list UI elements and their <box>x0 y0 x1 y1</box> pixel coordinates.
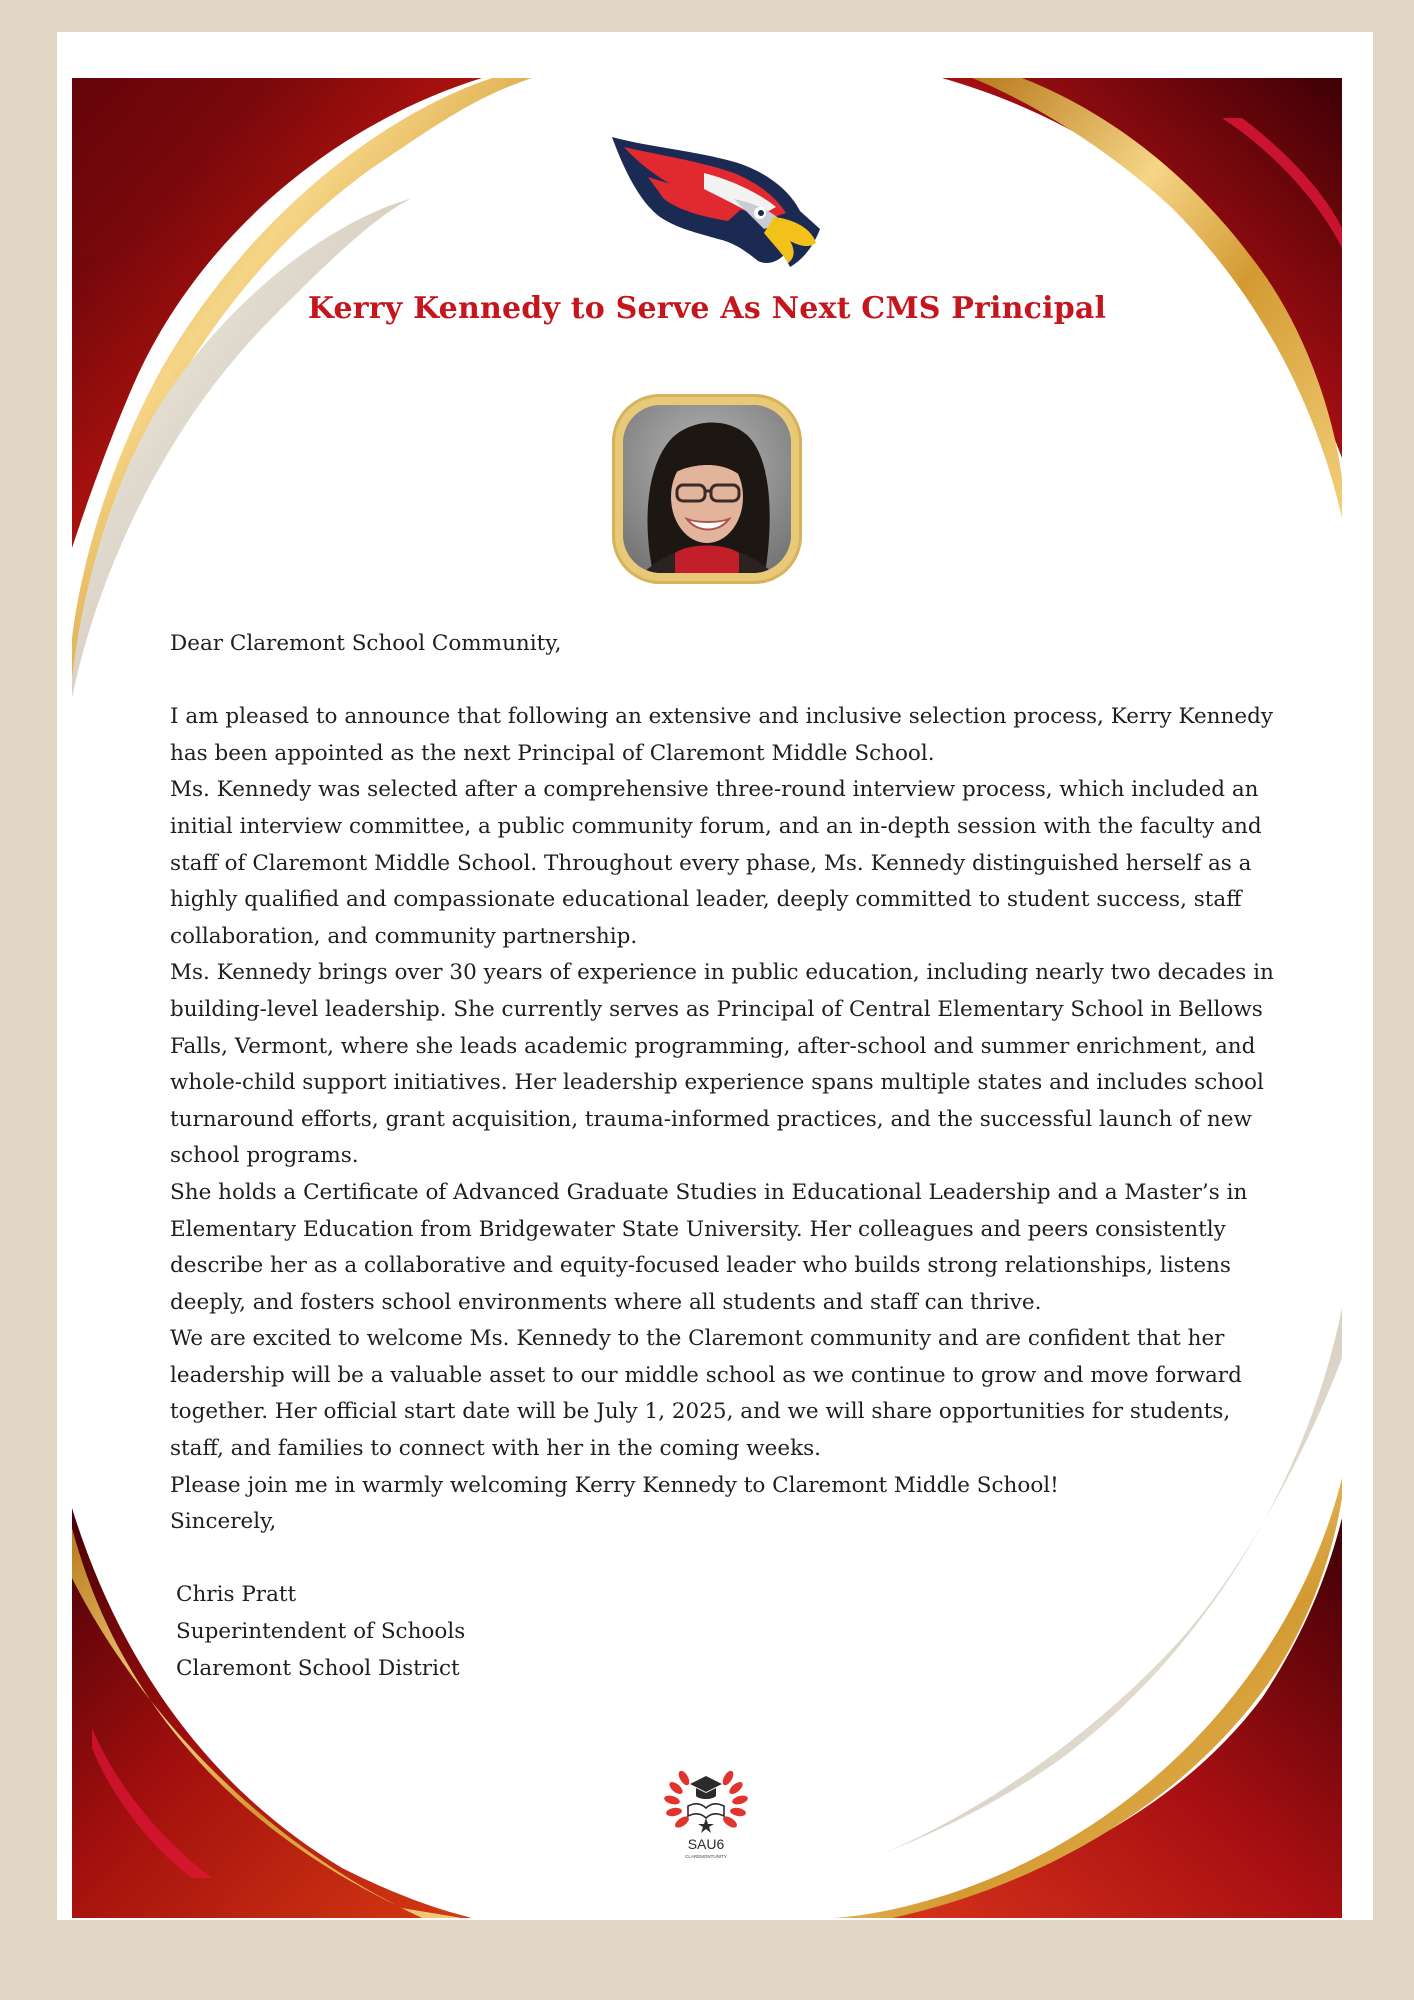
signature-name: Chris Pratt <box>176 1582 297 1608</box>
letter-content <box>72 78 1342 1918</box>
letter-paragraph: Ms. Kennedy was selected after a comprehensive three-round interview process, which included an initial interview committee, a public community forum, and an in-depth session with the faculty and staff of Claremont Middle School. Throughout every phase, Ms. Kennedy distinguished herself as a highly qualified and compassionate educational leader, deeply committed to student success, staff collaboration, and community partnership. <box>170 777 1262 949</box>
letter-closing: Sincerely, <box>170 1509 277 1535</box>
page-title: Kerry Kennedy to Serve As Next CMS Principal <box>307 291 1107 326</box>
portrait-photo <box>623 405 791 573</box>
letter-paragraph: She holds a Certificate of Advanced Graduate Studies in Educational Leadership and a Master’s in Elementary Education from Bridgewater State University. Her colleagues and peers consistently describe her as a collaborative and equity-focused leader who builds strong relationships, listens deeply, and fosters school environments where all students and staff can thrive. <box>170 1179 1248 1315</box>
letter-paragraph: Ms. Kennedy brings over 30 years of experience in public education, including nearly two decades in building-level leadership. She currently serves as Principal of Central Elementary School in Bellows Falls, Vermont, where she leads academic programming, after-school and summer enrichment, and whole-child support initiatives. Her leadership experience spans multiple states and includes school turnaround efforts, grant acquisition, trauma-informed practices, and the successful launch of new school programs. <box>170 960 1274 1169</box>
letter-paragraph: Please join me in warmly welcoming Kerry Kennedy to Claremont Middle School! <box>170 1472 1059 1498</box>
signature-role: Superintendent of Schools <box>176 1619 466 1645</box>
signature-district: Claremont School District <box>176 1655 460 1681</box>
eagle-mascot-logo <box>608 133 820 271</box>
letter-paragraph: We are excited to welcome Ms. Kennedy to the Claremont community and are confident that her leadership will be a valuable asset to our middle school as we continue to grow and move forward together. Her official start date will be July 1, 2025, and we will share opportunities for students, staff, and families to connect with her in the coming weeks. <box>170 1326 1242 1462</box>
decorative-frame <box>72 78 1342 1918</box>
portrait-frame <box>612 394 802 584</box>
letter-greeting: Dear Claremont School Community, <box>170 631 562 656</box>
letter-sheet <box>57 32 1373 1920</box>
sau6-logo-text: SAU6 <box>687 1836 725 1852</box>
sau6-logo-subtext: CLAREMONTUNITY <box>685 1854 727 1859</box>
letter-body <box>170 626 1280 1687</box>
sau6-logo <box>650 1754 762 1866</box>
letter-paragraph: I am pleased to announce that following an extensive and inclusive selection process, Kerry Kennedy has been appointed as the next Principal of Claremont Middle School. <box>170 704 1274 766</box>
